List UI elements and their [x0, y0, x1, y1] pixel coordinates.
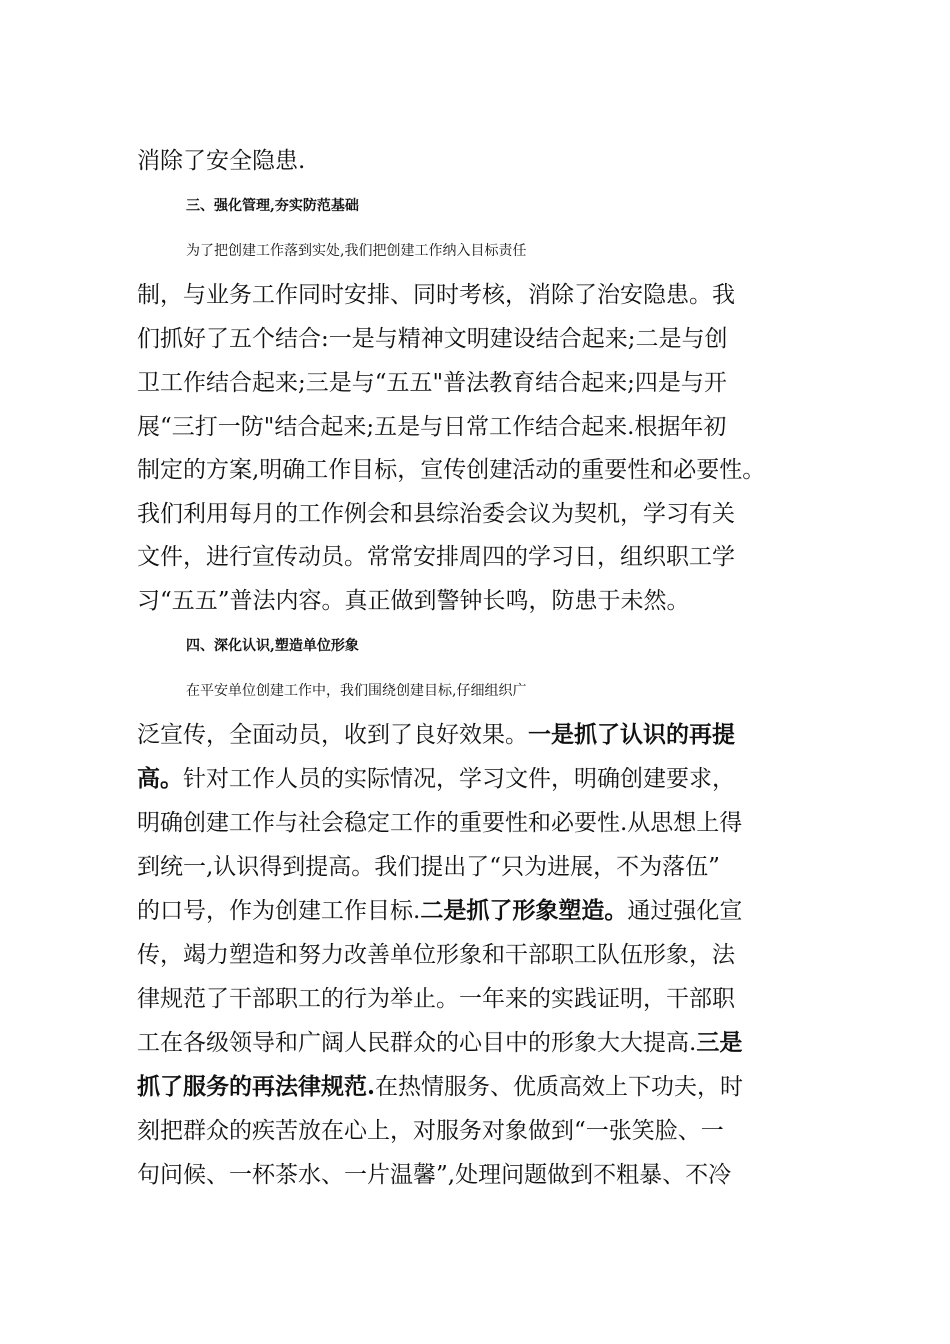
paragraph-line: 制，与业务工作同时安排、同时考核，消除了治安隐患。我: [137, 282, 735, 308]
paragraph-line: 明确创建工作与社会稳定工作的重要性和必要性.从思想上得: [137, 810, 743, 836]
paragraph-line: 习“五五”普法内容。真正做到警钟长鸣，防患于未然。: [137, 588, 690, 614]
paragraph-line: 展“三打一防"结合起来;五是与日常工作结合起来.根据年初: [137, 414, 727, 440]
text-run: 工在各级领导和广阔人民群众的心目中的形象大大提高.: [137, 1030, 697, 1056]
paragraph-line: 到统一,认识得到提高。我们提出了“只为进展，不为落伍”: [137, 854, 720, 880]
paragraph-line: 制定的方案,明确工作目标，宣传创建活动的重要性和必要性。: [137, 457, 766, 483]
paragraph-line: [137, 764, 827, 794]
text-run: 泛宣传，全面动员，收到了良好效果。: [137, 722, 528, 748]
section-heading-4: 四、深化认识,塑造单位形象: [186, 638, 359, 654]
text-run: 通过强化宣: [627, 898, 743, 924]
text-run: 在热情服务、优质高效上下功夫，时: [375, 1074, 744, 1100]
bold-text-run: 高。: [137, 765, 183, 792]
paragraph-line: 卫工作结合起来;三是与“五五"普法教育结合起来;四是与开: [137, 370, 727, 396]
paragraph-line: [137, 1028, 827, 1058]
bold-text-run: 二是抓了形象塑造。: [420, 897, 628, 924]
bold-text-run: 三是: [696, 1029, 743, 1056]
paragraph-line: 传，竭力塑造和努力改善单位形象和干部职工队伍形象，法: [137, 942, 735, 968]
paragraph-line: 在平安单位创建工作中，我们围绕创建目标,仔细组织广: [186, 683, 527, 699]
paragraph-line: [137, 720, 827, 750]
bold-text-run: 一是抓了认识的再提: [528, 721, 735, 748]
paragraph-line: [137, 896, 827, 926]
paragraph-line: 刻把群众的疾苦放在心上，对服务对象做到“一张笑脸、一: [137, 1118, 724, 1144]
paragraph-line: 句问候、一杯茶水、一片温馨”,处理问题做到不粗暴、不冷: [137, 1162, 732, 1188]
paragraph-line: 律规范了干部职工的行为举止。一年来的实践证明，干部职: [137, 986, 735, 1012]
paragraph-line: 们抓好了五个结合:一是与精神文明建设结合起来;二是与创: [137, 326, 728, 352]
paragraph-line: [137, 1072, 827, 1102]
text-run: 的口号，作为创建工作目标.: [137, 898, 421, 924]
paragraph-line: 为了把创建工作落到实处,我们把创建工作纳入目标责任: [186, 243, 527, 259]
bold-text-run: 抓了服务的再法律规范.: [137, 1073, 376, 1100]
section-heading-3: 三、强化管理,夯实防范基础: [186, 198, 359, 214]
paragraph-line: 我们利用每月的工作例会和县综治委会议为契机，学习有关: [137, 501, 735, 527]
paragraph-line: 文件，进行宣传动员。常常安排周四的学习日，组织职工学: [137, 544, 735, 570]
text-run: 针对工作人员的实际情况，学习文件，明确创建要求，: [183, 766, 735, 792]
text-line: 消除了安全隐患.: [137, 148, 306, 174]
